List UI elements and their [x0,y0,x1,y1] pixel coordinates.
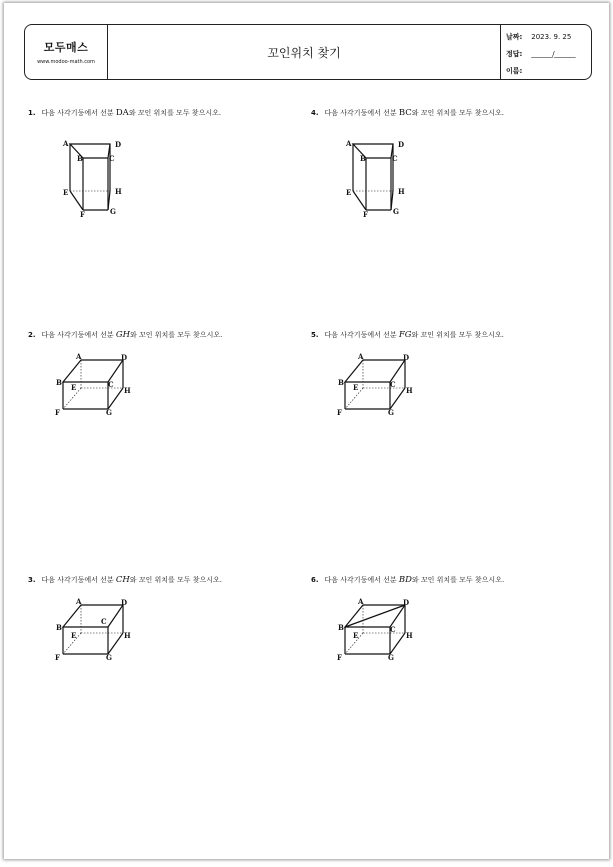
date-label: 날짜: [506,33,523,41]
problem-segment: BC [398,108,412,118]
vertex-label: G [393,207,399,216]
problem-segment: CH [115,575,130,585]
problem-suffix: 와 꼬인 위치를 모두 찾으시오. [130,331,223,339]
vertex-label: C [390,625,396,634]
prism-figure-box [331,348,421,418]
vertex-label: F [80,210,85,218]
date-value: 2023. 9. 25 [531,33,572,41]
vertex-label: A [76,352,82,361]
problem-prefix: 다음 사각기둥에서 선분 [41,109,114,117]
problem-suffix: 와 꼬인 위치를 모두 찾으시오. [128,109,222,117]
problem-suffix: 와 꼬인 위치를 모두 찾으시오. [411,109,505,117]
vertex-label: H [124,631,131,640]
vertex-label: G [106,408,112,417]
logo-url: www.modoo-math.com [37,59,95,65]
vertex-label: B [56,378,62,387]
vertex-label: C [390,380,396,389]
problem-segment: GH [115,330,131,340]
worksheet-header [24,24,592,80]
vertex-label: C [101,617,107,626]
answer-row [506,46,591,63]
problem-segment: BD [398,575,412,585]
problem-number: 3. [28,576,36,584]
prism-figure-box-diagonal [331,593,421,663]
logo [25,25,108,79]
vertex-label: H [406,386,413,395]
name-label: 이름: [506,67,523,75]
vertex-label: D [115,140,122,149]
vertex-label: B [77,154,83,163]
vertex-label: D [403,598,410,607]
vertex-label: E [71,631,77,640]
vertex-label: F [337,408,342,417]
answer-label: 정답: [506,50,523,58]
vertex-label: A [63,139,69,148]
vertex-label: F [55,408,60,417]
vertex-label: F [55,653,60,662]
vertex-label: G [388,653,394,662]
problem-prefix: 다음 사각기둥에서 선분 [324,109,397,117]
info-box [501,25,591,79]
problem-number: 5. [311,331,319,339]
worksheet-page [4,3,609,859]
problem-prefix: 다음 사각기둥에서 선분 [41,331,114,339]
problem-prefix: 다음 사각기둥에서 선분 [324,331,397,339]
vertex-label: H [406,631,413,640]
problem-number: 1. [28,109,36,117]
problem-4 [311,108,504,118]
prism-figure-box [49,593,139,663]
vertex-label: A [358,597,364,606]
prism-figure-box [49,348,139,418]
vertex-label: E [63,188,69,197]
vertex-label: B [338,623,344,632]
date-row [506,29,591,46]
logo-text: 모두매스 [43,41,89,54]
vertex-label: G [110,207,116,216]
problem-6 [311,575,504,585]
problem-number: 6. [311,576,319,584]
problem-suffix: 와 꼬인 위치를 모두 찾으시오. [411,331,504,339]
vertex-label: D [398,140,405,149]
page-title: 꼬인위치 찾기 [108,25,501,79]
vertex-label: F [363,210,368,218]
vertex-label: C [108,380,114,389]
vertex-label: E [353,383,359,392]
vertex-label: A [346,139,352,148]
vertex-label: H [124,386,131,395]
problem-suffix: 와 꼬인 위치를 모두 찾으시오. [129,576,223,584]
vertex-label: E [353,631,359,640]
vertex-label: E [71,383,77,392]
prism-figure-tall [337,133,417,218]
vertex-label: B [360,154,366,163]
vertex-label: C [392,154,398,163]
problem-3 [28,575,222,585]
problem-prefix: 다음 사각기둥에서 선분 [324,576,397,584]
vertex-label: B [338,378,344,387]
vertex-label: F [337,653,342,662]
problem-number: 4. [311,109,319,117]
problem-suffix: 와 꼬인 위치를 모두 찾으시오. [411,576,505,584]
name-row [506,63,591,80]
vertex-label: C [109,154,115,163]
problem-2 [28,330,222,340]
problem-segment: FG [398,330,412,340]
vertex-label: B [56,623,62,632]
answer-blank[interactable]: _______/_______ [531,50,576,58]
problem-prefix: 다음 사각기둥에서 선분 [41,576,114,584]
vertex-label: D [121,353,128,362]
vertex-label: H [398,187,405,196]
vertex-label: A [358,352,364,361]
vertex-label: H [115,187,122,196]
problem-1 [28,108,221,118]
problem-5 [311,330,504,340]
vertex-label: G [388,408,394,417]
problem-segment: DA [115,108,129,118]
problem-number: 2. [28,331,36,339]
vertex-label: D [121,598,128,607]
prism-figure-tall [54,133,134,218]
vertex-label: G [106,653,112,662]
vertex-label: E [346,188,352,197]
vertex-label: D [403,353,410,362]
vertex-label: A [76,597,82,606]
